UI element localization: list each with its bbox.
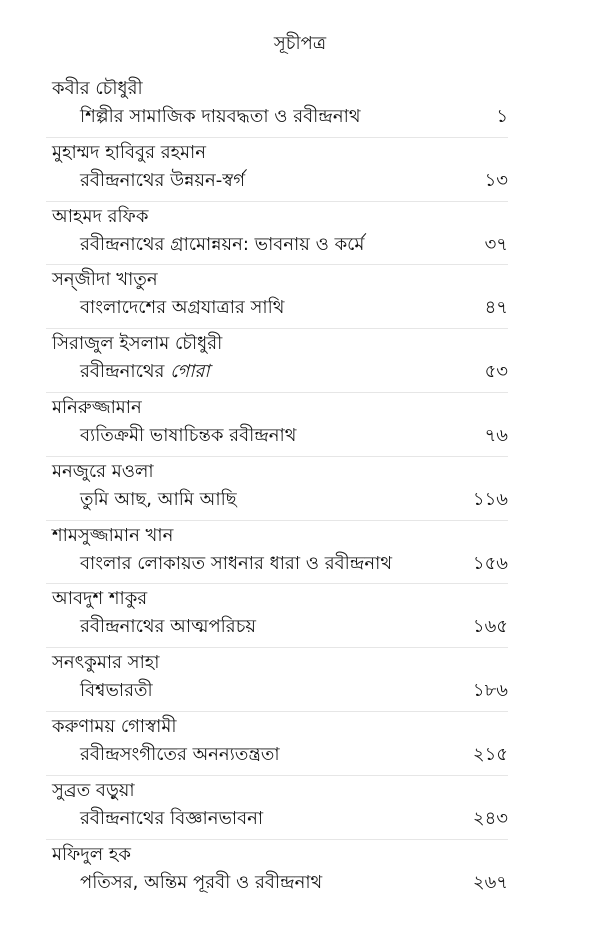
entry-title: রবীন্দ্রনাথের উন্নয়ন-স্বর্গ	[80, 169, 245, 191]
toc-entry	[46, 395, 508, 459]
entry-divider	[46, 137, 508, 138]
entry-title: বাংলাদেশের অগ্রযাত্রার সাথি	[80, 297, 285, 319]
toc-entry	[46, 714, 508, 778]
toc-entry	[46, 650, 508, 714]
toc-entry	[46, 140, 508, 204]
entry-divider	[46, 775, 508, 776]
toc-entry	[46, 523, 508, 587]
entry-page-number: ২৪৩	[472, 807, 508, 829]
entry-title: রবীন্দ্রনাথের গ্রামোন্নয়ন: ভাবনায় ও কর্মে	[80, 233, 365, 255]
entry-author: মুহাম্মদ হাবিবুর রহমান	[52, 141, 207, 163]
entry-page-number: ১৩	[484, 169, 508, 191]
entry-divider	[46, 520, 508, 521]
entry-page-number: ৫৩	[484, 361, 508, 383]
entry-author: শামসুজ্জামান খান	[52, 524, 174, 546]
entry-title: বিশ্বভারতী	[80, 680, 153, 702]
entry-author: সিরাজুল ইসলাম চৌধুরী	[52, 333, 223, 355]
entry-divider	[46, 328, 508, 329]
toc-entry	[46, 76, 508, 140]
entry-page-number: ১৫৬	[472, 552, 508, 574]
entry-title: শিল্পীর সামাজিক দায়বদ্ধতা ও রবীন্দ্রনাথ	[80, 106, 361, 127]
entry-author: আহমদ রফিক	[52, 205, 149, 227]
entry-title: বাংলার লোকায়ত সাধনার ধারা ও রবীন্দ্রনাথ	[80, 552, 392, 574]
entry-title-italic: গোরা	[170, 361, 210, 383]
page-title: সূচীপত্র	[273, 33, 327, 54]
toc-entry	[46, 459, 508, 523]
entry-divider	[46, 456, 508, 457]
entry-divider	[46, 583, 508, 584]
entry-page-number: ৪৭	[484, 297, 508, 319]
entry-page-number: ২১৫	[472, 743, 508, 765]
entry-divider	[46, 392, 508, 393]
entry-page-number: ২৬৭	[472, 871, 508, 893]
entry-page-number: ১	[496, 106, 508, 127]
entry-page-number: ৭৬	[484, 424, 508, 446]
toc-entry	[46, 204, 508, 268]
toc-entry	[46, 778, 508, 842]
entry-page-number: ১১৬	[472, 488, 508, 510]
entry-author: মফিদুল হক	[52, 843, 131, 865]
toc-entry	[46, 267, 508, 331]
entry-title: পতিসর, অন্তিম পূরবী ও রবীন্দ্রনাথ	[80, 871, 323, 893]
toc-entry	[46, 586, 508, 650]
entry-page-number: ৩৭	[484, 233, 508, 255]
entry-title: তুমি আছ, আমি আছি	[80, 488, 237, 510]
entry-divider	[46, 839, 508, 840]
entry-divider	[46, 201, 508, 202]
entry-author: করুণাময় গোস্বামী	[52, 715, 177, 737]
entry-page-number: ১৬৫	[472, 616, 508, 638]
entry-author: সন্‌জীদা খাতুন	[52, 269, 158, 291]
toc-entry	[46, 331, 508, 395]
entry-title: রবীন্দ্রসংগীতের অনন্যতন্ত্রতা	[80, 743, 280, 765]
entry-divider	[46, 264, 508, 265]
entry-author: সনৎকুমার সাহা	[52, 652, 160, 674]
entry-title: ব্যতিক্রমী ভাষাচিন্তক রবীন্দ্রনাথ	[80, 424, 297, 446]
entry-author: মনজুরে মওলা	[52, 460, 154, 482]
entry-author: মনিরুজ্জামান	[52, 396, 142, 418]
entry-title-prefix: রবীন্দ্রনাথের	[80, 361, 165, 383]
entry-author: আবদুশ শাকুর	[52, 588, 148, 610]
entry-divider	[46, 647, 508, 648]
entry-divider	[46, 711, 508, 712]
toc-entry	[46, 842, 508, 906]
entry-author: সুব্রত বড়ুয়া	[52, 779, 135, 801]
entry-page-number: ১৮৬	[472, 680, 508, 702]
entry-title	[80, 359, 210, 385]
entry-title: রবীন্দ্রনাথের আত্মপরিচয়	[80, 616, 257, 638]
entry-author: কবীর চৌধুরী	[52, 78, 143, 99]
table-of-contents	[46, 76, 508, 905]
entry-title: রবীন্দ্রনাথের বিজ্ঞানভাবনা	[80, 807, 264, 829]
